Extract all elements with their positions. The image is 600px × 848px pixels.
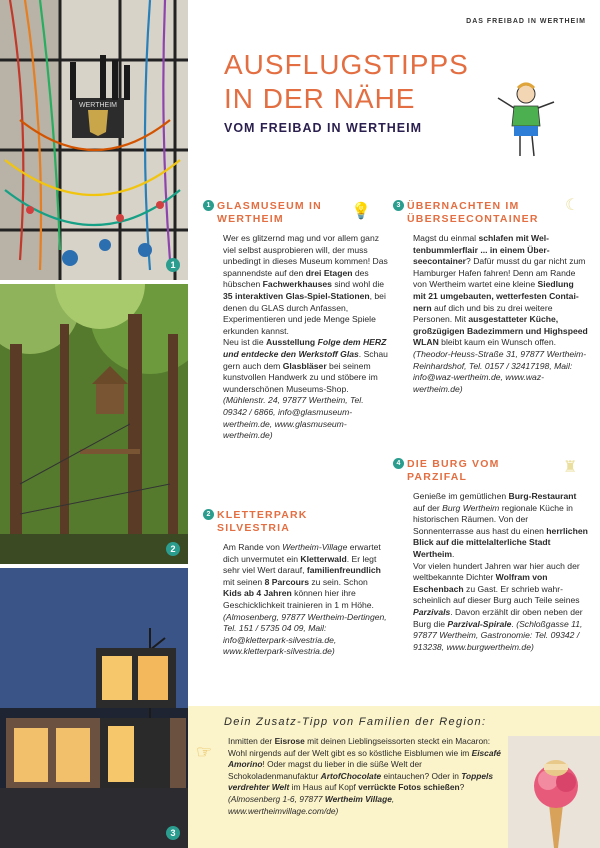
text-run: können hier ihre Geschicklichkeit trainieren in 1 m Höhe.: [223, 588, 374, 610]
tip-body: [228, 736, 503, 817]
section-number: 1: [203, 200, 214, 211]
tip-heading: Dein Zusatz-Tipp von Familien der Region:: [224, 716, 487, 728]
photo-badge-2: 2: [166, 542, 180, 556]
section-title-line-1: ÜBERNACHTEN IM: [407, 200, 520, 212]
section-heading: [393, 458, 588, 483]
section-kletterpark: [203, 509, 388, 658]
text-run: . Schau gern auch dem: [223, 348, 388, 371]
text-run: zu Gast. Er schrieb wahrscheinlich auf dieser Burg auch Teile seines: [413, 583, 580, 606]
text-run: Siedlung mit 21 umgebauten, wetterfesten Containern: [413, 279, 579, 313]
text-run: ? Dafür musst du gar nicht zum Hamburger Hafen fahren! Denn am Rande von Wertheim wartet eine kleine: [413, 256, 586, 290]
text-run: mit seinen: [223, 576, 265, 587]
section-number: 3: [393, 200, 404, 211]
kid-illustration-icon: [490, 80, 560, 160]
section-title-line-1: DIE BURG VOM: [407, 458, 500, 470]
text-run: des hübschen: [223, 267, 369, 290]
text-run: drei Etagen: [305, 267, 353, 278]
section-glasmuseum: [203, 200, 388, 442]
text-run: (Mühlenstr. 24, 97877 Wertheim, Tel. 09342 / 6866, info@glasmuseum-wertheim.de, www.glasmuseum-wertheim.de): [223, 395, 364, 441]
text-run: Burg-Restaurant: [508, 491, 577, 501]
extra-tip-box: [188, 706, 600, 848]
section-number: 2: [203, 509, 214, 520]
text-run: Eisrose: [274, 736, 305, 746]
section-ueberseecontainer: [393, 197, 588, 395]
hand-pointing-icon: ☞: [196, 742, 213, 762]
text-run: mit deinen Lieblingseissorten steckt ein Macaron: Wohl nirgends auf der Welt gibt es so köstliche Eisblumen wie im: [228, 736, 491, 758]
text-run: familienfreundlich: [306, 565, 381, 576]
text-run: im Haus auf Kopf: [289, 782, 359, 793]
text-run: Kletterwald: [300, 553, 347, 564]
text-run: Kids ab 4 Jahren: [223, 588, 292, 599]
text-run: .: [452, 548, 455, 559]
section-body: [203, 542, 388, 658]
text-run: Ausstellung: [266, 337, 318, 348]
text-run: Am Rande von: [223, 542, 283, 552]
section-body: [203, 233, 388, 442]
photo-badge-3: 3: [166, 826, 180, 840]
moon-icon: ☾: [565, 197, 580, 214]
section-title-line-2: WERTHEIM: [217, 212, 284, 225]
climbing-forest-illustration: [0, 284, 188, 564]
text-run: Wer es glitzernd mag und vor allem ganz viel selbst ausprobieren will, der muss unbedingt in dieses Museum kommen! Das spannendste auf den: [223, 233, 388, 278]
text-run: Burg Wertheim: [442, 502, 500, 513]
text-run: (Theodor-Heuss-Straße 31, 97877 Wertheim-Reinhardshof, Tel. 0157 / 32417198, Mail: info@waz-wertheim.de, www.waz-wertheim.de): [413, 348, 587, 394]
section-body: [393, 491, 588, 653]
section-title-line-2: SILVESTRIA: [217, 521, 291, 534]
section-number: 4: [393, 458, 404, 469]
glass-curtain-illustration: [0, 0, 188, 280]
sign-text: WERTHEIM: [79, 102, 117, 109]
text-run: Parzival-Spirale: [447, 618, 512, 629]
text-run: eintauchen? Oder in: [381, 770, 462, 781]
text-run: , www.wertheimvillage.com/de): [228, 793, 395, 816]
section-burg-parzival: [393, 458, 588, 653]
text-run: ausgestatteter Küche, großzügigen Badezimmern und Highspeed WLAN: [413, 314, 588, 348]
section-heading: [203, 509, 388, 534]
text-run: Neu ist die: [223, 337, 266, 348]
text-run: Parzivals: [413, 606, 451, 617]
text-run: (Almosenberg 1-6, 97877: [228, 793, 325, 804]
text-run: ArtofChocolate: [320, 770, 382, 781]
page-title: [224, 48, 484, 116]
text-run: Glasbläser: [282, 360, 327, 371]
text-run: zu sein. Schon: [309, 576, 368, 587]
text-run: Folge dem HERZ und entdecke den Werkstoff Glas: [223, 337, 387, 359]
text-run: schlafen mit Weltenbummlerflair ... in einem Überseecontainer: [413, 233, 550, 267]
section-title-line-1: GLASMUSEUM IN: [217, 200, 322, 212]
container-house-photo: [0, 568, 188, 848]
title-line-1: AUSFLUGSTIPPS: [224, 49, 469, 80]
text-run: Toppels verdrehter Welt: [228, 770, 494, 793]
container-house-illustration: [0, 568, 188, 848]
text-run: (Almosenberg, 97877 Wertheim-Dertingen, Tel. 151 / 5735 04 09, Mail: info@kletterpark-silvestria.de, www.kletterpark-silvestria.de): [223, 611, 387, 657]
text-run: . Davon erzählt dir oben neben der Burg die: [413, 606, 583, 629]
text-run: bleibt kaum ein Wunsch offen.: [438, 337, 556, 348]
text-run: sind wohl die: [331, 279, 385, 290]
text-run: Genieße im gemütlichen: [413, 491, 509, 501]
text-run: Wertheim Village: [324, 793, 392, 804]
text-run: ?: [459, 782, 465, 793]
text-run: Inmitten der: [228, 736, 275, 746]
text-run: bei seinem kunstvollen Handwerk zu und stöbere im wunderschönen Museums-Shop.: [223, 360, 378, 394]
text-run: verrückte Fotos schießen: [358, 782, 460, 793]
text-run: ! Oder magst du lieber in die süße Welt der Schokoladenmanufaktur: [228, 759, 422, 781]
header-tag: DAS FREIBAD IN WERTHEIM: [466, 18, 586, 25]
text-run: regionale Küche in historischen Räumen. Von der Sonnenterrasse aus hast du einen: [413, 502, 573, 536]
text-run: Magst du einmal: [413, 233, 479, 243]
text-run: auf der: [413, 502, 443, 513]
page-subtitle: VOM FREIBAD IN WERTHEIM: [224, 121, 422, 135]
text-run: auf dich und bis zu drei weitere Personen. Mit: [413, 302, 553, 325]
photo-column: [0, 0, 188, 848]
section-heading: [393, 197, 588, 225]
text-run: (Schloßgasse 11, 97877 Wertheim, Gastronomie: Tel. 09342 / 913238, www.burgwertheim.de): [413, 618, 583, 652]
text-run: Wertheim-Village: [282, 542, 348, 552]
ice-cream-illustration: [508, 736, 600, 848]
glass-curtain-photo: [0, 0, 188, 280]
section-title-line-2: PARZIFAL: [407, 470, 468, 483]
ice-cream-photo: [508, 736, 600, 848]
section-body: [393, 233, 588, 395]
text-run: erwartet dich unvermutet ein: [223, 542, 381, 564]
section-title-line-2: ÜBERSEECONTAINER: [407, 212, 539, 225]
climbing-forest-photo: [0, 284, 188, 564]
title-line-2: IN DER NÄHE: [224, 83, 416, 114]
text-run: Vor vielen hundert Jahren war hier auch der weltbekannte Dichter: [413, 560, 580, 583]
text-run: .: [511, 618, 517, 629]
text-run: . Er legt sehr viel Wert darauf,: [223, 553, 377, 576]
bulb-icon: 💡: [351, 203, 371, 220]
text-run: herrlichen Blick auf die mittelalterliche Stadt Wertheim: [413, 525, 588, 559]
text-run: Eiscafé Amorino: [228, 747, 501, 770]
text-run: Fachwerkhauses: [262, 279, 332, 290]
text-run: , bei denen du GLAS durch Anfassen, Experimentieren und jede Menge Spiele erkunden kannst.: [223, 290, 386, 336]
text-run: 8 Parcours: [264, 576, 309, 587]
castle-icon: ♜: [563, 459, 578, 476]
text-run: 35 interaktiven Glas-Spiel-Stationen: [223, 290, 370, 301]
photo-badge-1: 1: [166, 258, 180, 272]
section-title-line-1: KLETTERPARK: [217, 509, 308, 521]
text-run: Wolfram von Eschenbach: [413, 572, 548, 594]
